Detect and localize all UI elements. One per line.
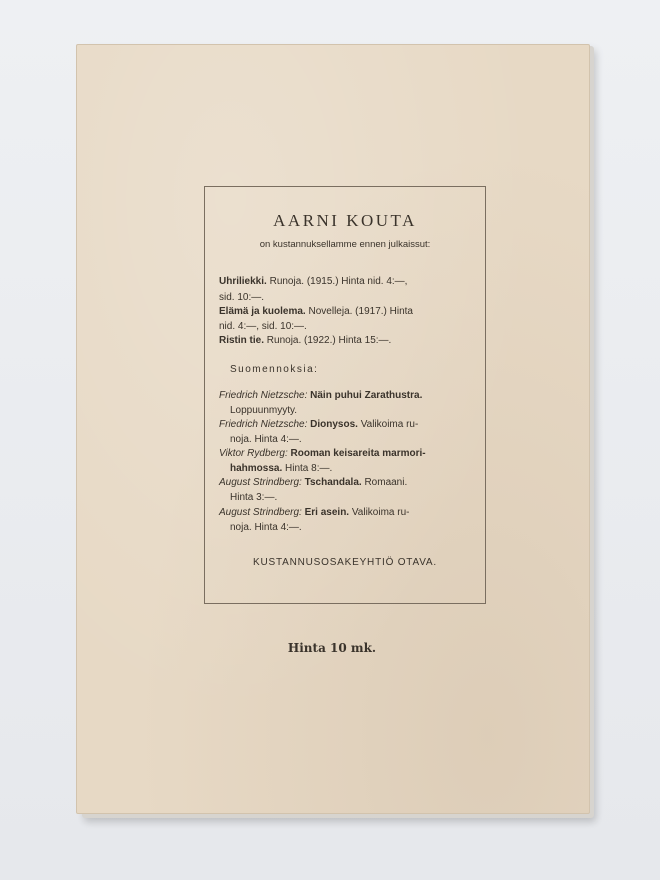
translation-1: Friedrich Nietzsche: Näin puhui Zarathustra. xyxy=(219,390,423,401)
work-2-cont: nid. 4:—, sid. 10:—. xyxy=(219,321,307,332)
translation-5: August Strindberg: Eri asein. Valikoima ru- xyxy=(219,507,410,518)
publisher-name: KUSTANNUSOSAKEYHTIÖ OTAVA. xyxy=(253,557,437,568)
translation-3-cont: hahmossa. Hinta 8:—. xyxy=(230,463,333,474)
translation-4-cont: Hinta 3:—. xyxy=(230,492,278,503)
cover-price: Hinta 10 mk. xyxy=(287,641,377,655)
translation-3: Viktor Rydberg: Rooman keisareita marmori- xyxy=(219,448,426,459)
work-3: Ristin tie. Runoja. (1922.) Hinta 15:—. xyxy=(219,335,392,346)
translation-5-cont: noja. Hinta 4:—. xyxy=(230,522,302,533)
translation-4: August Strindberg: Tschandala. Romaani. xyxy=(219,477,408,488)
publisher-subtitle: on kustannuksellamme ennen julkaissut: xyxy=(259,239,431,250)
work-2: Elämä ja kuolema. Novelleja. (1917.) Hinta xyxy=(219,306,413,317)
author-name: AARNI KOUTA xyxy=(273,211,417,230)
work-1: Uhriliekki. Runoja. (1915.) Hinta nid. 4:—, xyxy=(219,276,408,287)
translation-1-cont: Loppuunmyyty. xyxy=(230,405,298,416)
work-1-cont: sid. 10:—. xyxy=(219,292,265,303)
translation-2: Friedrich Nietzsche: Dionysos. Valikoima ru- xyxy=(219,419,419,430)
translations-heading: Suomennoksia: xyxy=(230,364,319,375)
translation-2-cont: noja. Hinta 4:—. xyxy=(230,434,302,445)
